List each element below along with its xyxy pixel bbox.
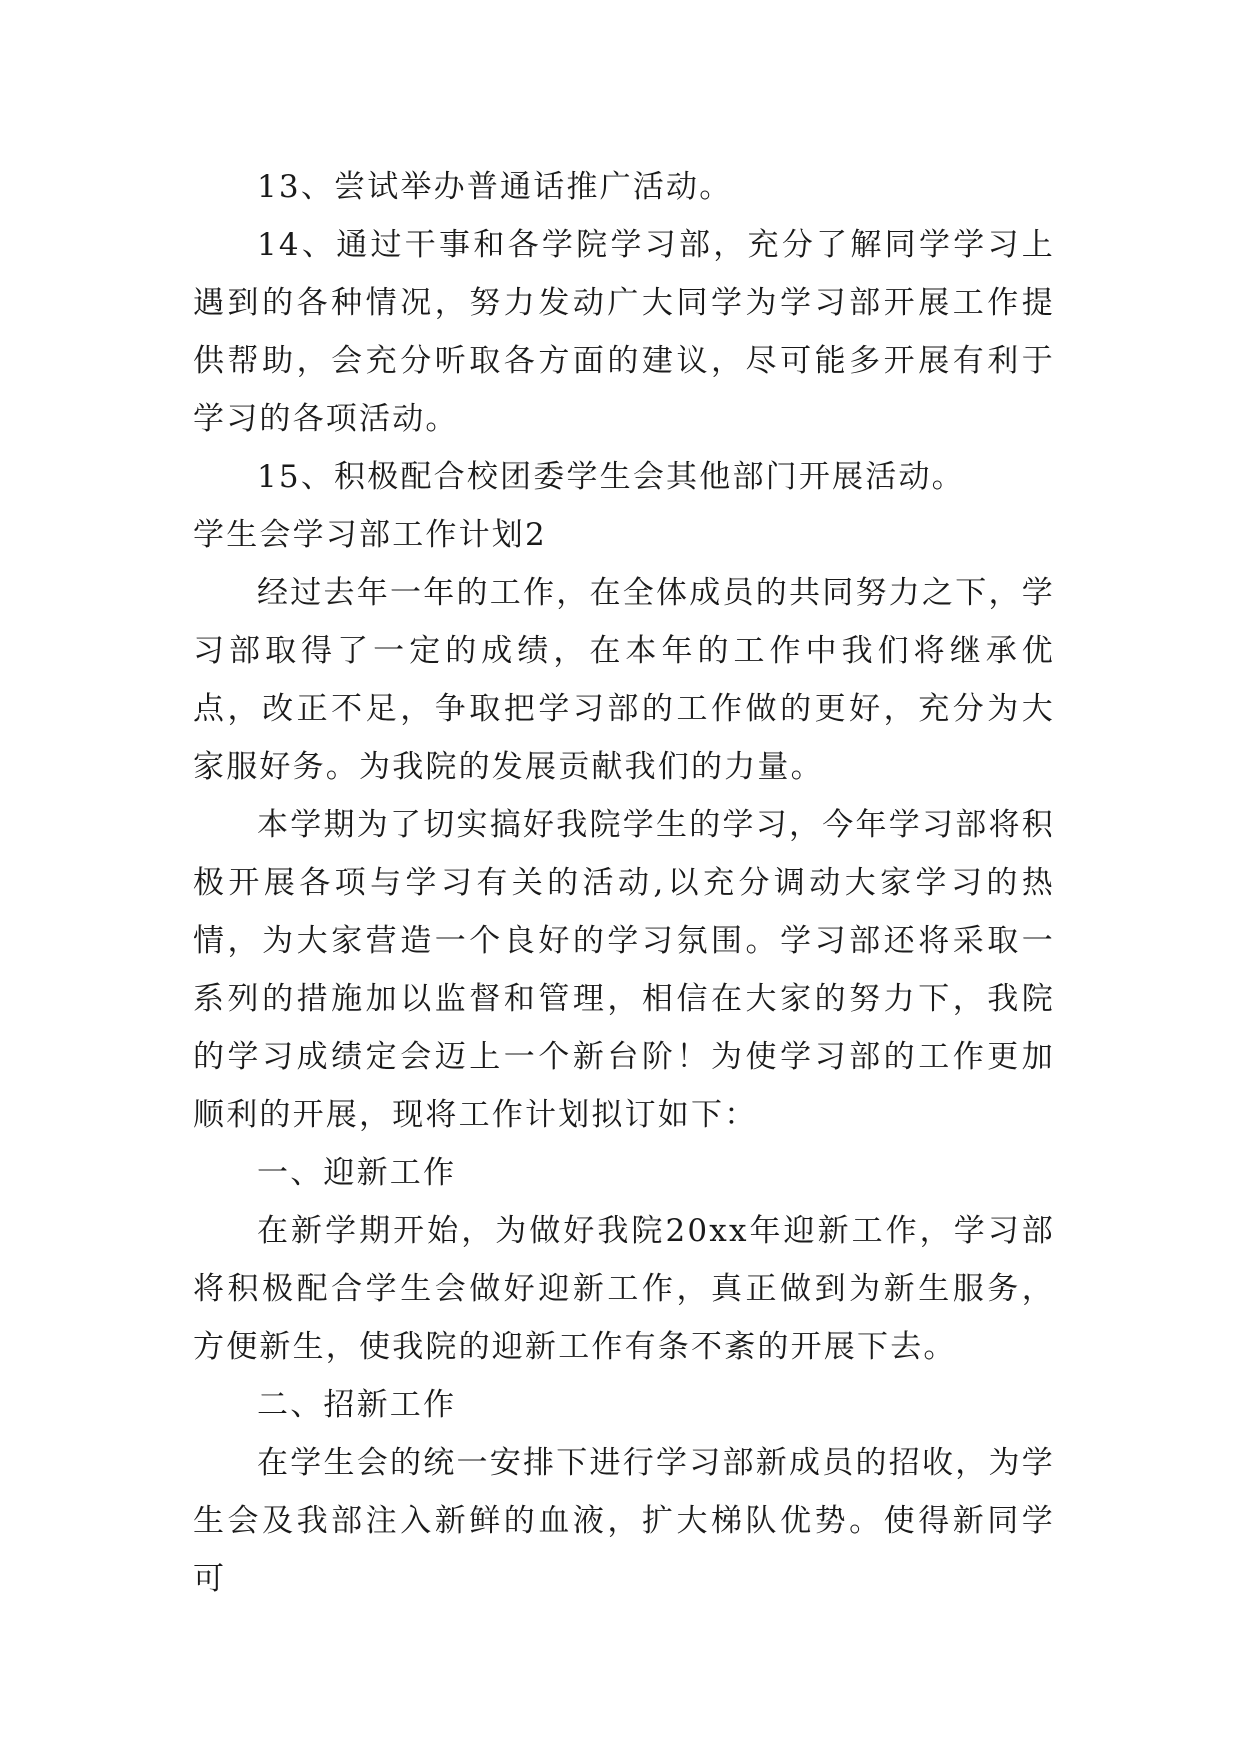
section-heading-recruit: 二、招新工作 [257, 1387, 457, 1423]
intro-paragraph-1: 经过去年一年的工作，在全体成员的共同努力之下，学习部取得了一定的成绩，在本年的工作中我们将继承优点，改正不足，争取把学习部的工作做的更好，充分为大家服好务。为我院的发展贡献我们的力量。 [193, 575, 1055, 785]
paragraph-item-13: 13、尝试举办普通话推广活动。 [257, 169, 733, 205]
section-heading-welcome: 一、迎新工作 [257, 1155, 457, 1191]
document-body [193, 158, 1055, 1608]
paragraph-item-14: 14、通过干事和各学院学习部，充分了解同学学习上遇到的各种情况，努力发动广大同学为学习部开展工作提供帮助，会充分听取各方面的建议，尽可能多开展有利于学习的各项活动。 [193, 227, 1055, 437]
section-body-welcome: 在新学期开始，为做好我院20xx年迎新工作，学习部将积极配合学生会做好迎新工作，真正做到为新生服务，方便新生，使我院的迎新工作有条不紊的开展下去。 [193, 1213, 1055, 1365]
paragraph-item-15: 15、积极配合校团委学生会其他部门开展活动。 [257, 459, 965, 495]
section-title: 学生会学习部工作计划2 [193, 517, 547, 553]
intro-paragraph-2: 本学期为了切实搞好我院学生的学习，今年学习部将积极开展各项与学习有关的活动,以充分调动大家学习的热情，为大家营造一个良好的学习氛围。学习部还将采取一系列的措施加以监督和管理，相信在大家的努力下，我院的学习成绩定会迈上一个新台阶！为使学习部的工作更加顺利的开展，现将工作计划拟订如下： [193, 807, 1055, 1133]
section-body-recruit: 在学生会的统一安排下进行学习部新成员的招收，为学生会及我部注入新鲜的血液，扩大梯队优势。使得新同学可 [193, 1445, 1055, 1597]
